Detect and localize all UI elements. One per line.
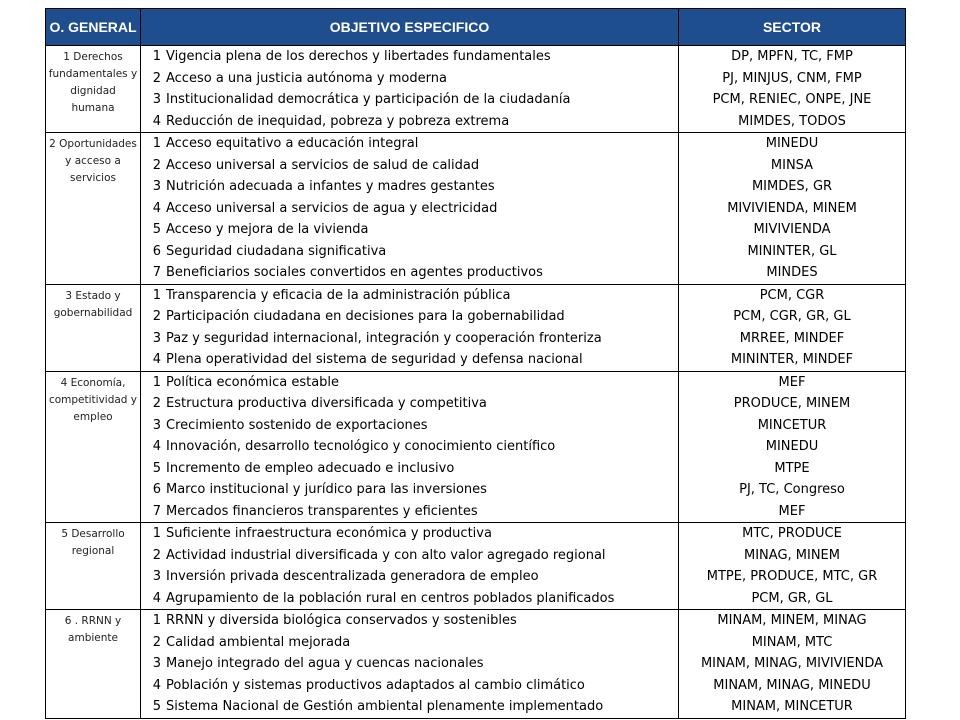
sector-value: MINSA <box>770 157 814 173</box>
objective-line <box>141 285 678 307</box>
objective-line <box>141 349 678 371</box>
sector-value: MINDES <box>766 265 818 280</box>
objective-number: 4 <box>152 113 161 129</box>
table-row <box>46 523 906 610</box>
objective-text: Acceso universal a servicios de agua y electricidad <box>166 200 498 216</box>
general-objective-cell: 2 Oportunidades y acceso a servicios <box>46 133 141 285</box>
sector-cell <box>679 610 906 719</box>
objective-number: 1 <box>152 374 161 390</box>
objective-line <box>141 523 678 545</box>
sector-value: PRODUCE, MINEM <box>733 396 851 411</box>
objective-text: Nutrición adecuada a infantes y madres gestantes <box>166 179 495 194</box>
sector-value: DP, MPFN, TC, FMP <box>731 49 853 64</box>
objective-number: 1 <box>152 526 161 541</box>
objective-line <box>141 176 678 198</box>
objective-line <box>141 545 678 567</box>
general-objective-cell: 4 Economía, competitividad y empleo <box>46 371 141 523</box>
objective-line <box>141 566 678 588</box>
sector-value: PCM, GR, GL <box>751 590 833 606</box>
objective-text: Crecimiento sostenido de exportaciones <box>166 417 428 433</box>
sector-value: MIMDES, GR <box>751 179 833 194</box>
sector-value: MIMDES, TODOS <box>738 113 846 129</box>
sector-value: PCM, RENIEC, ONPE, JNE <box>712 92 872 107</box>
objective-line <box>141 133 678 155</box>
objective-line <box>141 415 678 437</box>
objective-text: Vigencia plena de los derechos y libertades fundamentales <box>166 49 551 64</box>
objective-line <box>141 458 678 480</box>
objective-number: 1 <box>152 287 161 303</box>
table-row <box>46 133 906 285</box>
specific-objectives-cell <box>141 284 679 371</box>
sector-cell <box>679 371 906 523</box>
header-specific-objective: OBJETIVO ESPECIFICO <box>141 9 679 46</box>
objective-text: Actividad industrial diversificada y con alto valor agregado regional <box>166 547 606 563</box>
objective-text: Participación ciudadana en decisiones para la gobernabilidad <box>166 309 565 324</box>
header-sector: SECTOR <box>679 9 906 46</box>
sector-value: MINAM, MTC <box>751 634 833 650</box>
specific-objectives-cell <box>141 46 679 133</box>
objective-number: 5 <box>152 222 161 237</box>
table-body <box>46 46 906 719</box>
table-row <box>46 284 906 371</box>
sector-value: MINEDU <box>765 439 819 454</box>
objective-number: 2 <box>152 634 161 650</box>
objective-number: 3 <box>152 569 161 584</box>
objective-text: Sistema Nacional de Gestión ambiental plenamente implementado <box>166 699 604 714</box>
objective-text: Calidad ambiental mejorada <box>166 634 351 650</box>
objective-line <box>141 111 678 133</box>
objective-number: 3 <box>152 179 161 194</box>
objectives-table <box>45 8 906 719</box>
general-objective-cell: 1 Derechos fundamentales y dignidad humana <box>46 46 141 133</box>
objective-text: Institucionalidad democrática y participación de la ciudadanía <box>166 92 571 107</box>
objective-number: 4 <box>152 677 161 693</box>
objective-text: Marco institucional y jurídico para las inversiones <box>166 482 487 497</box>
sector-value: MTPE, PRODUCE, MTC, GR <box>706 569 878 584</box>
sector-value: MINCETUR <box>757 417 827 433</box>
objective-text: RRNN y diversida biológica conservados y sostenibles <box>166 613 517 628</box>
objective-line <box>141 241 678 263</box>
sector-cell <box>679 133 906 285</box>
objective-number: 6 <box>152 482 161 497</box>
specific-objectives-cell <box>141 371 679 523</box>
objective-text: Estructura productiva diversificada y competitiva <box>166 396 487 411</box>
objective-text: Agrupamiento de la población rural en centros poblados planificados <box>166 590 615 606</box>
objective-text: Población y sistemas productivos adaptados al cambio climático <box>166 677 585 693</box>
objective-text: Reducción de inequidad, pobreza y pobreza extrema <box>166 113 510 129</box>
objective-number: 4 <box>152 439 161 454</box>
objective-number: 4 <box>152 590 161 606</box>
objective-line <box>141 501 678 523</box>
sector-value: MIVIVIENDA <box>753 222 831 237</box>
sector-value: MINAM, MINEM, MINAG <box>717 613 867 628</box>
objective-line <box>141 436 678 458</box>
objective-text: Inversión privada descentralizada generadora de empleo <box>166 569 539 584</box>
objective-text: Incremento de empleo adecuado e inclusivo <box>166 460 455 476</box>
objective-text: Suficiente infraestructura económica y productiva <box>166 526 492 541</box>
objective-number: 2 <box>152 309 161 324</box>
sector-value: MIVIVIENDA, MINEM <box>727 200 857 216</box>
objective-number: 3 <box>152 417 161 433</box>
sector-value: MRREE, MINDEF <box>739 330 845 346</box>
sector-cell <box>679 284 906 371</box>
objective-text: Manejo integrado del agua y cuencas nacionales <box>166 656 484 671</box>
sector-value: MININTER, MINDEF <box>730 352 854 367</box>
objective-number: 7 <box>152 265 161 280</box>
objective-number: 3 <box>152 330 161 346</box>
objective-line <box>141 328 678 350</box>
specific-objectives-cell <box>141 523 679 610</box>
general-objective-cell: 3 Estado y gobernabilidad <box>46 284 141 371</box>
objective-number: 5 <box>152 460 161 476</box>
sector-value: MINAM, MINAG, MIVIVIENDA <box>700 656 884 671</box>
sector-value: MEF <box>778 503 806 519</box>
sector-value: PJ, TC, Congreso <box>739 482 845 497</box>
objective-line <box>141 610 678 632</box>
objective-number: 2 <box>152 70 161 86</box>
objective-line <box>141 68 678 90</box>
objective-line <box>141 588 678 610</box>
objective-text: Transparencia y eficacia de la administración pública <box>166 287 511 303</box>
table-row <box>46 610 906 719</box>
table-row <box>46 371 906 523</box>
table-header <box>46 9 906 46</box>
objective-number: 1 <box>152 613 161 628</box>
sector-value: MEF <box>778 374 806 390</box>
objective-text: Acceso y mejora de la vivienda <box>166 222 369 237</box>
table-row <box>46 46 906 133</box>
objective-line <box>141 46 678 68</box>
objective-line <box>141 198 678 220</box>
sector-cell <box>679 523 906 610</box>
objective-text: Política económica estable <box>166 374 340 390</box>
general-objective-cell: 5 Desarrollo regional <box>46 523 141 610</box>
objective-line <box>141 675 678 697</box>
sector-value: PCM, CGR, GR, GL <box>733 309 851 324</box>
objective-line <box>141 479 678 501</box>
objective-number: 2 <box>152 157 161 173</box>
sector-value: MININTER, GL <box>747 243 837 259</box>
objective-number: 2 <box>152 396 161 411</box>
specific-objectives-cell <box>141 610 679 719</box>
objective-number: 3 <box>152 656 161 671</box>
objective-line <box>141 696 678 718</box>
objective-text: Plena operatividad del sistema de seguridad y defensa nacional <box>166 352 583 367</box>
objective-line <box>141 262 678 284</box>
objective-number: 4 <box>152 200 161 216</box>
objective-line <box>141 632 678 654</box>
objective-text: Paz y seguridad internacional, integración y cooperación fronteriza <box>166 330 602 346</box>
sector-value: PJ, MINJUS, CNM, FMP <box>722 70 862 86</box>
objective-line <box>141 653 678 675</box>
objective-number: 7 <box>152 503 161 519</box>
objective-text: Acceso a una justicia autónoma y moderna <box>166 70 447 86</box>
objective-line <box>141 219 678 241</box>
header-general: O. GENERAL <box>46 9 141 46</box>
objective-number: 1 <box>152 49 161 64</box>
sector-value: MTPE <box>774 460 810 476</box>
sector-value: MINAM, MINCETUR <box>731 699 853 714</box>
objective-line <box>141 306 678 328</box>
objective-number: 6 <box>152 243 161 259</box>
sector-value: MINAM, MINAG, MINEDU <box>713 677 871 693</box>
objective-text: Acceso equitativo a educación integral <box>166 136 419 151</box>
objective-text: Innovación, desarrollo tecnológico y conocimiento científico <box>166 439 556 454</box>
general-objective-cell: 6 . RRNN y ambiente <box>46 610 141 719</box>
sector-value: MINAG, MINEM <box>744 547 840 563</box>
sector-value: MTC, PRODUCE <box>742 526 842 541</box>
objective-text: Seguridad ciudadana significativa <box>166 243 387 259</box>
objective-text: Mercados financieros transparentes y eficientes <box>166 503 478 519</box>
objective-number: 4 <box>152 352 161 367</box>
objective-number: 1 <box>152 136 161 151</box>
objective-line <box>141 89 678 111</box>
sector-value: MINEDU <box>765 136 819 151</box>
objective-text: Acceso universal a servicios de salud de calidad <box>166 157 480 173</box>
sector-cell <box>679 46 906 133</box>
objective-number: 5 <box>152 699 161 714</box>
objective-line <box>141 372 678 394</box>
objective-number: 2 <box>152 547 161 563</box>
specific-objectives-cell <box>141 133 679 285</box>
objective-line <box>141 393 678 415</box>
objective-text: Beneficiarios sociales convertidos en agentes productivos <box>166 265 543 280</box>
objective-line <box>141 155 678 177</box>
sector-value: PCM, CGR <box>759 287 825 303</box>
objective-number: 3 <box>152 92 161 107</box>
